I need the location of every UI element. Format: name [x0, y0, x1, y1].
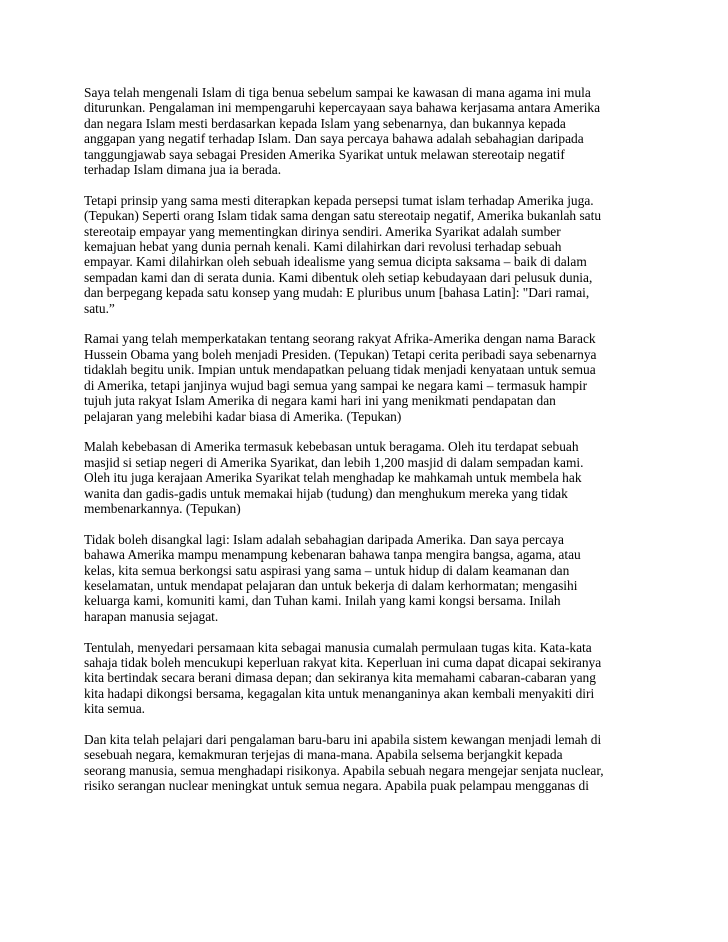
text-line: (Tepukan) Seperti orang Islam tidak sama dengan satu stereotaip negatif, Amerika bukanlah satu	[84, 208, 602, 224]
text-line: dan berpegang kepada satu konsep yang mudah: E pluribus unum [bahasa Latin]: "Dari ramai,	[84, 285, 590, 301]
text-line: sesebuah negara, kemakmuran terjejas di mana-mana. Apabila selsema berjangkit kepada	[84, 747, 563, 763]
text-line: sahaja tidak boleh mencukupi keperluan rakyat kita. Keperluan ini cuma dapat dicapai sekiranya	[84, 654, 602, 670]
paragraph-3	[84, 331, 650, 423]
text-line: satu.”	[84, 300, 115, 316]
text-line: anggapan yang negatif terhadap Islam. Dan saya percaya bahawa adalah sebahagian daripada	[84, 131, 584, 147]
text-line: Tidak boleh disangkal lagi: Islam adalah sebahagian daripada Amerika. Dan saya percaya	[84, 531, 564, 547]
paragraph-4	[84, 439, 650, 516]
text-line: pelajaran yang melebihi kadar biasa di Amerika. (Tepukan)	[84, 408, 402, 424]
paragraph-7	[84, 732, 650, 794]
text-line: Ramai yang telah memperkatakan tentang seorang rakyat Afrika-Amerika dengan nama Barack	[84, 331, 596, 347]
text-line: bahawa Amerika mampu menampung kebenaran bahawa tanpa mengira bangsa, agama, atau	[84, 547, 581, 563]
text-line: keselamatan, untuk mendapat pelajaran dan untuk bekerja di dalam kerhormatan; mengasihi	[84, 577, 578, 593]
text-line: Dan kita telah pelajari dari pengalaman baru-baru ini apabila sistem kewangan menjadi lemah di	[84, 731, 602, 747]
text-line: kita semua.	[84, 701, 145, 717]
paragraph-2	[84, 193, 650, 316]
text-line: dan negara Islam mesti berdasarkan kepada Islam yang sebenarnya, dan bukannya kepada	[84, 115, 566, 131]
text-line: Malah kebebasan di Amerika termasuk kebebasan untuk beragama. Oleh itu terdapat sebuah	[84, 439, 579, 455]
text-line: kita bertindak secara berani dimasa depan; dan sekiranya kita memahami cabaran-cabaran yang	[84, 670, 596, 686]
text-line: seorang manusia, semua menghadapi risikonya. Apabila sebuah negara mengejar senjata nuclear,	[84, 762, 604, 778]
text-line: kita hadapi dikongsi bersama, kegagalan kita untuk menanganinya akan kembali menyakiti diri	[84, 685, 595, 701]
text-line: Saya telah mengenali Islam di tiga benua sebelum sampai ke kawasan di mana agama ini mula	[84, 85, 591, 100]
text-line: Hussein Obama yang boleh menjadi Presiden. (Tepukan) Tetapi cerita peribadi saya sebenarnya	[84, 346, 597, 362]
text-line: Tetapi prinsip yang sama mesti diterapkan kepada persepsi tumat islam terhadap Amerika juga.	[84, 192, 594, 208]
text-line: kemajuan hebat yang dunia pernah kenali. Kami dilahirkan dari revolusi terhadap sebuah	[84, 239, 562, 255]
text-line: harapan manusia sejagat.	[84, 608, 219, 624]
text-line: tujuh juta rakyat Islam Amerika di negara kami hari ini yang menikmati pendapatan dan	[84, 393, 556, 409]
text-line: terhadap Islam dimana jua ia berada.	[84, 162, 282, 178]
text-line: Oleh itu juga kerajaan Amerika Syarikat telah menghadap ke mahkamah untuk membela hak	[84, 470, 582, 486]
text-line: risiko serangan nuclear meningkat untuk semua negara. Apabila puak pelampau mengganas di	[84, 778, 589, 794]
text-line: membenarkannya. (Tepukan)	[84, 500, 241, 516]
text-line: Tentulah, menyedari persamaan kita sebagai manusia cumalah permulaan tugas kita. Kata-kata	[84, 639, 592, 655]
text-line: stereotaip empayar yang mementingkan dirinya sendiri. Amerika Syarikat adalah sumber	[84, 223, 561, 239]
text-line: tidaklah begitu unik. Impian untuk mendapatkan peluang tidak menjadi kenyataan untuk semua	[84, 362, 596, 378]
text-line: kelas, kita semua berkongsi satu aspirasi yang sama – untuk hidup di dalam keamanan dan	[84, 562, 570, 578]
text-line: keluarga kami, komuniti kami, dan Tuhan kami. Inilah yang kami kongsi bersama. Inilah	[84, 593, 561, 609]
text-line: di Amerika, tetapi janjinya wujud bagi semua yang sampai ke negara kami – termasuk hampir	[84, 377, 588, 393]
document-page	[84, 85, 650, 809]
text-line: sempadan kami dan di serata dunia. Kami dibentuk oleh setiap kebudayaan dari pelusuk dunia,	[84, 269, 593, 285]
text-line: masjid si setiap negeri di Amerika Syarikat, dan lebih 1,200 masjid di dalam sempadan kami.	[84, 454, 584, 470]
paragraph-5	[84, 532, 650, 624]
paragraph-6	[84, 640, 650, 717]
text-line: tanggungjawab saya sebagai Presiden Amerika Syarikat untuk melawan stereotaip negatif	[84, 146, 565, 162]
text-line: wanita dan gadis-gadis untuk memakai hijab (tudung) dan menghukum mereka yang tidak	[84, 485, 568, 501]
text-line: empayar. Kami dilahirkan oleh sebuah idealisme yang semua dicipta saksama – baik di dalam	[84, 254, 587, 270]
text-line: diturunkan. Pengalaman ini mempengaruhi kepercayaan saya bahawa kerjasama antara Amerika	[84, 100, 601, 116]
paragraph-1	[84, 85, 650, 177]
